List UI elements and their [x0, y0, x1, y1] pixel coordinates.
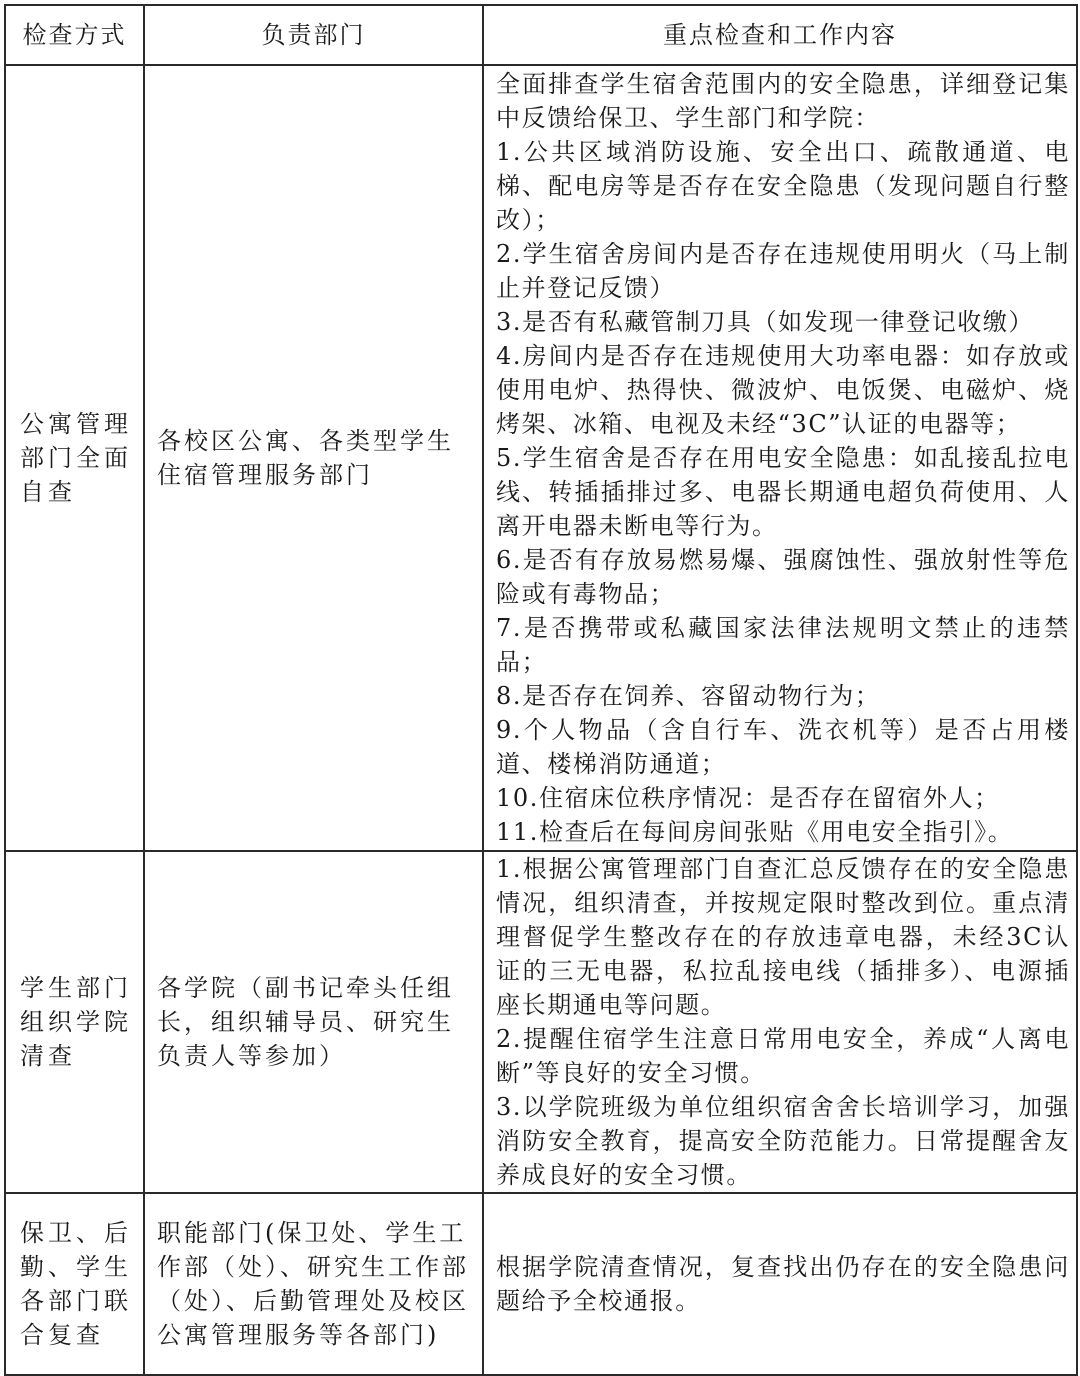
content-line: 11.检查后在每间房间张贴《用电安全指引》。	[496, 818, 1014, 846]
table-row	[5, 1193, 1077, 1375]
content-line: 9.个人物品（含自行车、洗衣机等）是否占用楼道、楼梯消防通道；	[496, 716, 1070, 778]
content-line: 根据学院清查情况，复查找出仍存在的安全隐患问题给予全校通报。	[496, 1253, 1070, 1315]
content-line: 10.住宿床位秩序情况：是否存在留宿外人；	[496, 784, 1000, 812]
inspection-table	[4, 4, 1078, 1376]
content-line: 2.提醒住宿学生注意日常用电安全，养成“人离电断”等良好的安全习惯。	[496, 1025, 1070, 1087]
content-line: 8.是否存在饲养、容留动物行为；	[496, 682, 881, 710]
table-row	[5, 65, 1077, 851]
content-cell	[483, 1193, 1077, 1375]
content-cell	[483, 851, 1077, 1193]
content-line: 7.是否携带或私藏国家法律法规明文禁止的违禁品；	[496, 614, 1070, 676]
header-method: 检查方式	[5, 5, 144, 65]
table-header-row	[5, 5, 1077, 65]
method-cell: 公寓管理部门全面自查	[5, 65, 144, 851]
department-cell: 各学院（副书记牵头任组长，组织辅导员、研究生负责人等参加）	[144, 851, 483, 1193]
content-line: 3.以学院班级为单位组织宿舍舍长培训学习，加强消防安全教育，提高安全防范能力。日常提醒舍友养成良好的安全习惯。	[496, 1093, 1070, 1189]
content-line: 1.公共区域消防设施、安全出口、疏散通道、电梯、配电房等是否存在安全隐患（发现问题自行整改）；	[496, 138, 1070, 234]
method-cell: 保卫、后勤、学生各部门联合复查	[5, 1193, 144, 1375]
header-content: 重点检查和工作内容	[483, 5, 1077, 65]
content-line: 1.根据公寓管理部门自查汇总反馈存在的安全隐患情况，组织清查，并按规定限时整改到位。重点清理督促学生整改存在的存放违章电器，未经3C认证的三无电器，私拉乱接电线（插排多）、电源插座长期通电等问题。	[496, 855, 1070, 1019]
content-line: 5.学生宿舍是否存在用电安全隐患：如乱接乱拉电线、转插插排过多、电器长期通电超负荷使用、人离开电器未断电等行为。	[496, 444, 1070, 540]
header-department: 负责部门	[144, 5, 483, 65]
content-line: 2.学生宿舍房间内是否存在违规使用明火（马上制止并登记反馈）	[496, 240, 1070, 302]
content-line: 3.是否有私藏管制刀具（如发现一律登记收缴）	[496, 308, 1035, 336]
content-line: 4.房间内是否存在违规使用大功率电器：如存放或使用电炉、热得快、微波炉、电饭煲、电磁炉、烧烤架、冰箱、电视及未经“3C”认证的电器等；	[496, 342, 1070, 438]
content-line: 全面排查学生宿舍范围内的安全隐患，详细登记集中反馈给保卫、学生部门和学院：	[496, 70, 1070, 132]
method-cell: 学生部门组织学院清查	[5, 851, 144, 1193]
department-cell: 各校区公寓、各类型学生住宿管理服务部门	[144, 65, 483, 851]
table-row	[5, 851, 1077, 1193]
content-line: 6.是否有存放易燃易爆、强腐蚀性、强放射性等危险或有毒物品；	[496, 546, 1070, 608]
content-cell	[483, 65, 1077, 851]
department-cell: 职能部门(保卫处、学生工作部（处）、研究生工作部（处）、后勤管理处及校区公寓管理服务等各部门)	[144, 1193, 483, 1375]
